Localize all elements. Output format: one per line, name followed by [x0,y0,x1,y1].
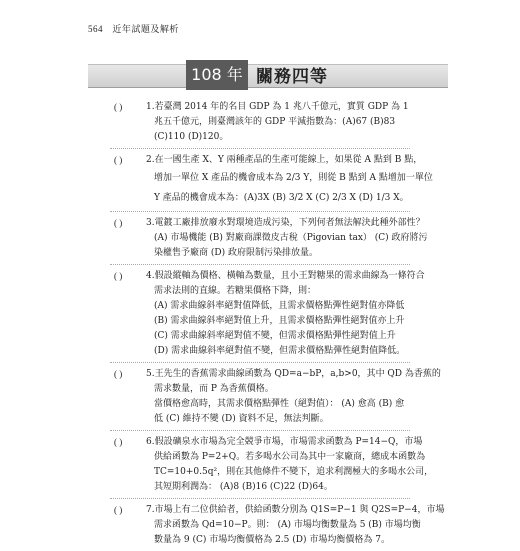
answer-bracket: ( ) [114,505,123,515]
question-3 [0,216,520,261]
question-text-line: 數量為 9 (C) 市場均衡價格為 2.5 (D) 市場均衡價格為 7。 [154,535,390,545]
question-text-line: 3.電鍍工廠排放廢水對環境造成污染，下列何者無法解決此種外部性？ [146,218,425,228]
question-text-line: (A) 市場機能 (B) 對廠商課徵皮古稅（Pigovian tax） (C) 政府將污 [154,233,428,243]
question-divider [110,148,410,149]
question-text-line: 6.假設礦泉水市場為完全競爭市場，市場需求函數為 P=14−Q，市場 [146,437,423,447]
question-text-line: 需求法則的直線。若糖果價格下降，則： [154,286,317,296]
question-divider [110,498,410,499]
question-text-line: 7.市場上有二位供給者，供給函數分別為 Q1S=P−1 與 Q2S=P−4，市場 [146,505,445,515]
question-2 [0,153,520,208]
question-divider [110,264,410,265]
exam-subject-title: 關務四等 [256,67,328,87]
page-number: 564 [88,24,103,34]
question-text-line: 2.在一國生產 X、Y 兩種產品的生產可能線上，如果從 A 點到 B 點， [146,155,423,165]
answer-bracket: ( ) [114,369,123,379]
question-text-line: 4.假設縱軸為價格、橫軸為數量，且小王對糖果的需求曲線為一條符合 [146,271,425,281]
question-text-line: 當價格愈高時，其需求價格點彈性（絕對值）： (A) 愈高 (B) 愈 [154,399,405,409]
question-text-line: 染權售予廠商 (D) 政府限制污染排放量。 [154,248,318,258]
question-text-line: (C)110 (D)120。 [154,132,229,142]
question-option-b: (B) 需求曲線斜率絕對值上升，且需求價格點彈性絕對值亦上升 [154,316,405,326]
question-text-line: 5.王先生的香蕉需求曲線函數為 QD=a−bP，a,b>0，其中 QD 為香蕉的 [146,369,441,379]
question-text-line: 需求數量，而 P 為香蕉價格。 [154,384,274,394]
answer-bracket: ( ) [114,155,123,165]
question-7 [0,503,520,548]
answer-bracket: ( ) [114,437,123,447]
answer-bracket: ( ) [114,102,123,112]
question-text-line: 兆五千億元，則臺灣該年的 GDP 平減指數為：(A)67 (B)83 [154,117,396,127]
exam-year-tag: 108 年 [186,60,248,90]
question-list [0,100,520,551]
question-option-c: (C) 需求曲線斜率絕對值不變，但需求價格點彈性絕對值上升 [154,331,396,341]
answer-bracket: ( ) [114,218,123,228]
question-text-line: 供給函數為 P=2+Q。若多喝水公司為其中一家廠商，總成本函數為 [154,452,426,462]
question-divider [110,430,410,431]
question-option-a: (A) 需求曲線斜率絕對值降低，且需求價格點彈性絕對值亦降低 [154,301,405,311]
question-text-line: 增加一單位 X 產品的機會成本為 2/3 Y，則從 B 點到 A 點增加一單位 [154,173,433,183]
question-6 [0,435,520,495]
question-5 [0,367,520,427]
running-title: 近年試題及解析 [112,25,179,35]
question-text-line: 需求函數為 Qd=10−P。則： (A) 市場均衡數量為 5 (B) 市場均衡 [154,520,421,530]
question-text-line: 低 (C) 維持不變 (D) 資料不足，無法判斷。 [154,414,329,424]
question-text-line: Y 產品的機會成本為：(A)3X (B) 3/2 X (C) 2/3 X (D) 1/3 X。 [154,193,409,203]
question-option-d: (D) 需求曲線斜率絕對值不變，但需求價格點彈性絕對值降低。 [154,346,406,356]
question-1 [0,100,520,145]
question-divider [110,211,410,212]
question-divider [110,362,410,363]
answer-bracket: ( ) [114,271,123,281]
question-text-line: 其短期利潤為： (A)8 (B)16 (C)22 (D)64。 [154,482,333,492]
question-text-line: 1.若臺灣 2014 年的名目 GDP 為 1 兆八千億元，實質 GDP 為 1 [146,102,409,112]
question-text-line: TC=10+0.5q²，則在其他條件不變下，追求利潤極大的多喝水公司， [154,467,434,477]
running-header [88,22,179,35]
question-4 [0,269,520,359]
